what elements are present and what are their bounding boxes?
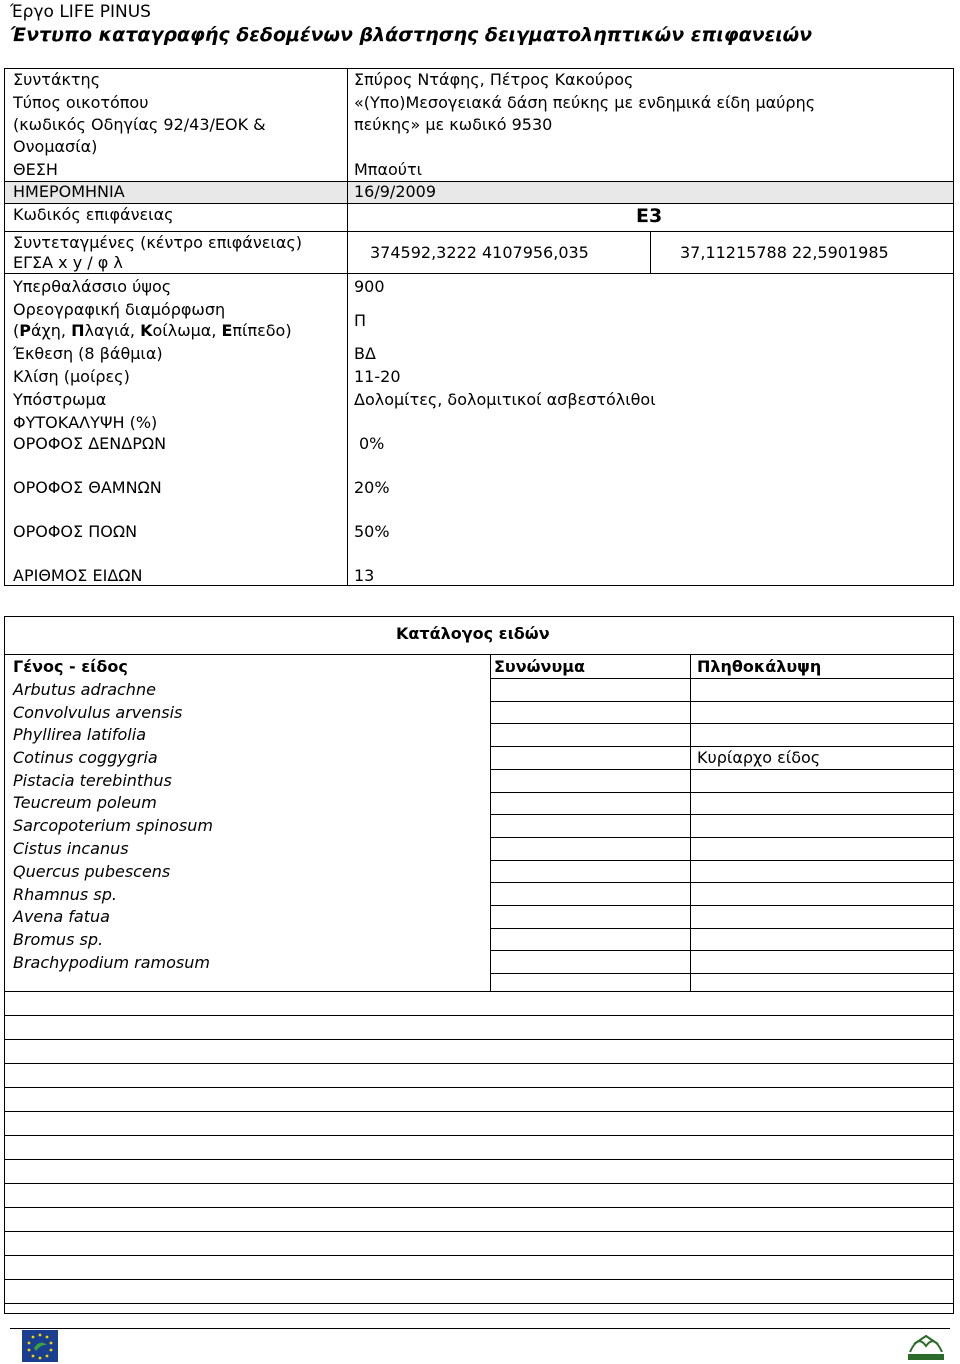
relief-part-bold: Ρ (19, 321, 31, 340)
relief-part-bold: Π (71, 321, 85, 340)
table-row-divider (490, 769, 954, 770)
project-title: Έργο LIFE PINUS (10, 2, 151, 22)
table-row-divider (4, 1183, 954, 1184)
col-header-synonym: Συνώνυμα (494, 657, 586, 676)
relief-part: πίπεδο) (232, 321, 292, 340)
habitat-label-3: Ονομασία) (13, 137, 98, 156)
location-value: Μπαούτι (354, 160, 423, 179)
table-row-divider (4, 1279, 954, 1280)
species-name: Arbutus adrachne (13, 680, 156, 699)
habitat-value-1: «(Υπο)Μεσογειακά δάση πεύκης με ενδημικά είδη μαύρης (354, 93, 816, 112)
surface-code-label: Κωδικός επιφάνειας (13, 205, 174, 224)
altitude-label: Υπερθαλάσσιο ύψος (13, 277, 172, 296)
species-cover: Κυρίαρχο είδος (697, 748, 821, 767)
table-row-divider (490, 814, 954, 815)
table-row-divider (4, 1111, 954, 1112)
relief-label-2 (13, 321, 292, 340)
coords-phi-lambda: 37,11215788 22,5901985 (680, 243, 889, 262)
herb-layer-label: ΟΡΟΦΟΣ ΠΟΩΝ (13, 522, 138, 541)
habitat-label-1: Τύπος οικοτόπου (13, 93, 149, 112)
table-row-divider (4, 1087, 954, 1088)
species-name: Pistacia terebinthus (13, 771, 172, 790)
table-row-divider (4, 1135, 954, 1136)
coords-xy: 374592,3222 4107956,035 (370, 243, 589, 262)
species-name: Bromus sp. (13, 930, 104, 949)
table-row-divider (490, 882, 954, 883)
relief-value: Π (354, 311, 367, 330)
table-row-divider (4, 1015, 954, 1016)
shrub-layer-label: ΟΡΟΦΟΣ ΘΑΜΝΩΝ (13, 478, 162, 497)
table-row-divider (4, 991, 954, 992)
surface-code-value: Ε3 (636, 205, 663, 227)
table-row-divider (4, 1207, 954, 1208)
shrub-layer-value: 20% (354, 478, 390, 497)
vegetation-cover-label: ΦΥΤΟΚΑΛΥΨΗ (%) (13, 413, 158, 432)
slope-label: Κλίση (μοίρες) (13, 367, 130, 386)
exposure-label: Έκθεση (8 βάθμια) (13, 344, 163, 363)
col-header-genus: Γένος - είδος (13, 657, 128, 676)
species-name: Rhamnus sp. (13, 885, 117, 904)
relief-part: ( (13, 321, 20, 340)
table-row-divider (490, 746, 954, 747)
table-row-divider (490, 678, 954, 679)
species-name: Phyllirea latifolia (13, 725, 146, 744)
species-count-value: 13 (354, 566, 375, 585)
table-row-divider (4, 1159, 954, 1160)
species-name: Avena fatua (13, 907, 110, 926)
table-row-divider (490, 905, 954, 906)
author-value: Σπύρος Ντάφης, Πέτρος Κακούρος (354, 70, 634, 89)
habitat-value-2: πεύκης» με κωδικό 9530 (354, 115, 553, 134)
table-row-divider (490, 973, 954, 974)
relief-part-bold: Κ (140, 321, 153, 340)
relief-part: λαγιά, (84, 321, 141, 340)
substrate-label: Υπόστρωμα (13, 390, 107, 409)
table-row-divider (4, 1303, 954, 1304)
relief-part: άχη, (30, 321, 72, 340)
species-name: Sarcopoterium spinosum (13, 816, 213, 835)
species-name: Convolvulus arvensis (13, 703, 183, 722)
eu-life-logo-icon (22, 1330, 58, 1362)
coords-label-1: Συντεταγμένες (κέντρο επιφάνειας) (13, 233, 303, 252)
relief-part-bold: Ε (221, 321, 233, 340)
table-row-divider (4, 1255, 954, 1256)
tree-layer-value: 0% (359, 434, 385, 453)
author-label: Συντάκτης (13, 70, 101, 89)
tree-layer-label: ΟΡΟΦΟΣ ΔΕΝΔΡΩΝ (13, 434, 167, 453)
species-name: Cotinus coggygria (13, 748, 158, 767)
table-row-divider (490, 837, 954, 838)
habitat-label-2: (κωδικός Οδηγίας 92/43/ΕΟΚ & (13, 115, 266, 134)
table-row-divider (490, 723, 954, 724)
table-row-divider (490, 792, 954, 793)
table-row-divider (4, 1231, 954, 1232)
footer-divider (10, 1328, 950, 1329)
table-row-divider (490, 701, 954, 702)
date-value: 16/9/2009 (354, 182, 437, 201)
species-name: Cistus incanus (13, 839, 129, 858)
relief-label-1: Ορεογραφική διαμόρφωση (13, 300, 226, 319)
substrate-value: Δολομίτες, δολομιτικοί ασβεστόλιθοι (354, 390, 656, 409)
coords-label-2: ΕΓΣΑ x y / φ λ (13, 253, 123, 272)
col-header-cover: Πληθοκάλυψη (697, 657, 822, 676)
table-row-divider (490, 950, 954, 951)
natura-2000-logo-icon (904, 1330, 948, 1362)
altitude-value: 900 (354, 277, 385, 296)
species-name: Teucreum poleum (13, 793, 157, 812)
species-name: Quercus pubescens (13, 862, 171, 881)
herb-layer-value: 50% (354, 522, 390, 541)
species-count-label: ΑΡΙΘΜΟΣ ΕΙΔΩΝ (13, 566, 143, 585)
table-row-divider (490, 928, 954, 929)
species-name: Brachypodium ramosum (13, 953, 210, 972)
location-label: ΘΕΣΗ (13, 160, 58, 179)
table-row-divider (4, 1039, 954, 1040)
date-label: ΗΜΕΡΟΜΗΝΙΑ (13, 182, 125, 201)
table-row-divider (4, 1063, 954, 1064)
exposure-value: ΒΔ (354, 344, 376, 363)
slope-value: 11-20 (354, 367, 401, 386)
table-row-divider (490, 860, 954, 861)
form-title: Έντυπο καταγραφής δεδομένων βλάστησης δειγματοληπτικών επιφανειών (10, 24, 813, 46)
species-table-title: Κατάλογος ειδών (396, 624, 550, 643)
relief-part: οίλωμα, (152, 321, 222, 340)
